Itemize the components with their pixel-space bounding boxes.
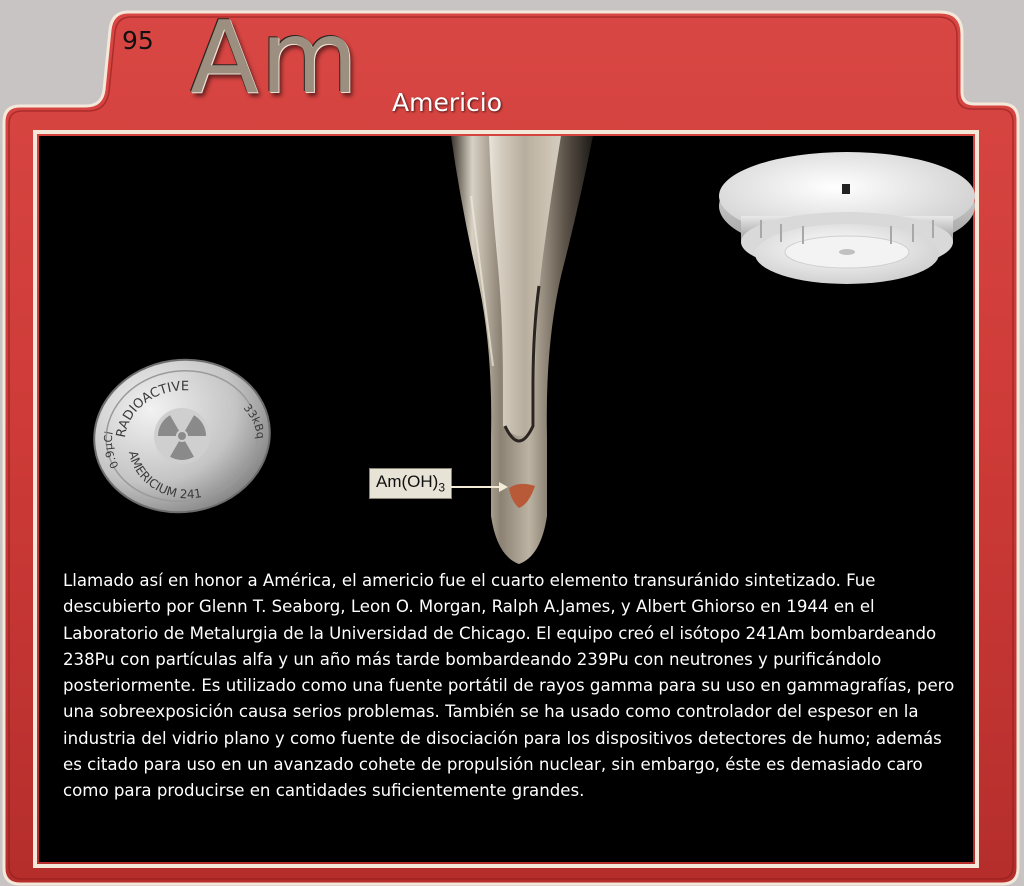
americium-coin-image bbox=[87, 350, 277, 520]
atomic-number: 95 bbox=[122, 26, 154, 55]
arrow-icon bbox=[451, 480, 509, 494]
element-description: Llamado así en honor a América, el americio fue el cuarto elemento transuránido sintetizado. Fue descubierto por Glenn T. Seaborg, Leon O. Morgan, Ralph A.James, y Albert Ghiorso en 1944 en el Laboratorio de Metalurgia de la Universidad de Chicago. El equipo creó el isótopo 241Am bombardeando 238Pu con partículas alfa y un año más tarde bombardeando 239Pu con neutrones y purificándolo posteriormente. Es utilizado como una fuente portátil de rayos gamma para su uso en gammagrafías, pero una sobreexposición causa serios problemas. También se ha usado como controlador del espesor en la industria del vidrio plano y como fuente de disociación para los dispositivos detectores de humo; además es citado para uso en un avanzado cohete de propulsión nuclear, sin embargo, éste es demasiado caro como para producirse en cantidades suficientemente grandes. bbox=[63, 571, 955, 801]
svg-text:0.9µCi: 0.9µCi bbox=[101, 430, 122, 471]
smoke-detector-image bbox=[711, 144, 983, 296]
tube-label: $Am(OH)_3$ bbox=[369, 468, 452, 499]
element-name: Americio bbox=[392, 88, 503, 117]
svg-text:AMERICIUM 241: AMERICIUM 241 bbox=[125, 449, 203, 502]
content-panel bbox=[39, 136, 973, 862]
element-symbol: Am bbox=[190, 0, 360, 116]
svg-text:RADIOACTIVE: RADIOACTIVE bbox=[113, 379, 190, 439]
svg-text:33kBq: 33kBq bbox=[240, 401, 268, 440]
radiation-trefoil-icon bbox=[154, 408, 210, 464]
glass-tube-image bbox=[411, 136, 631, 576]
